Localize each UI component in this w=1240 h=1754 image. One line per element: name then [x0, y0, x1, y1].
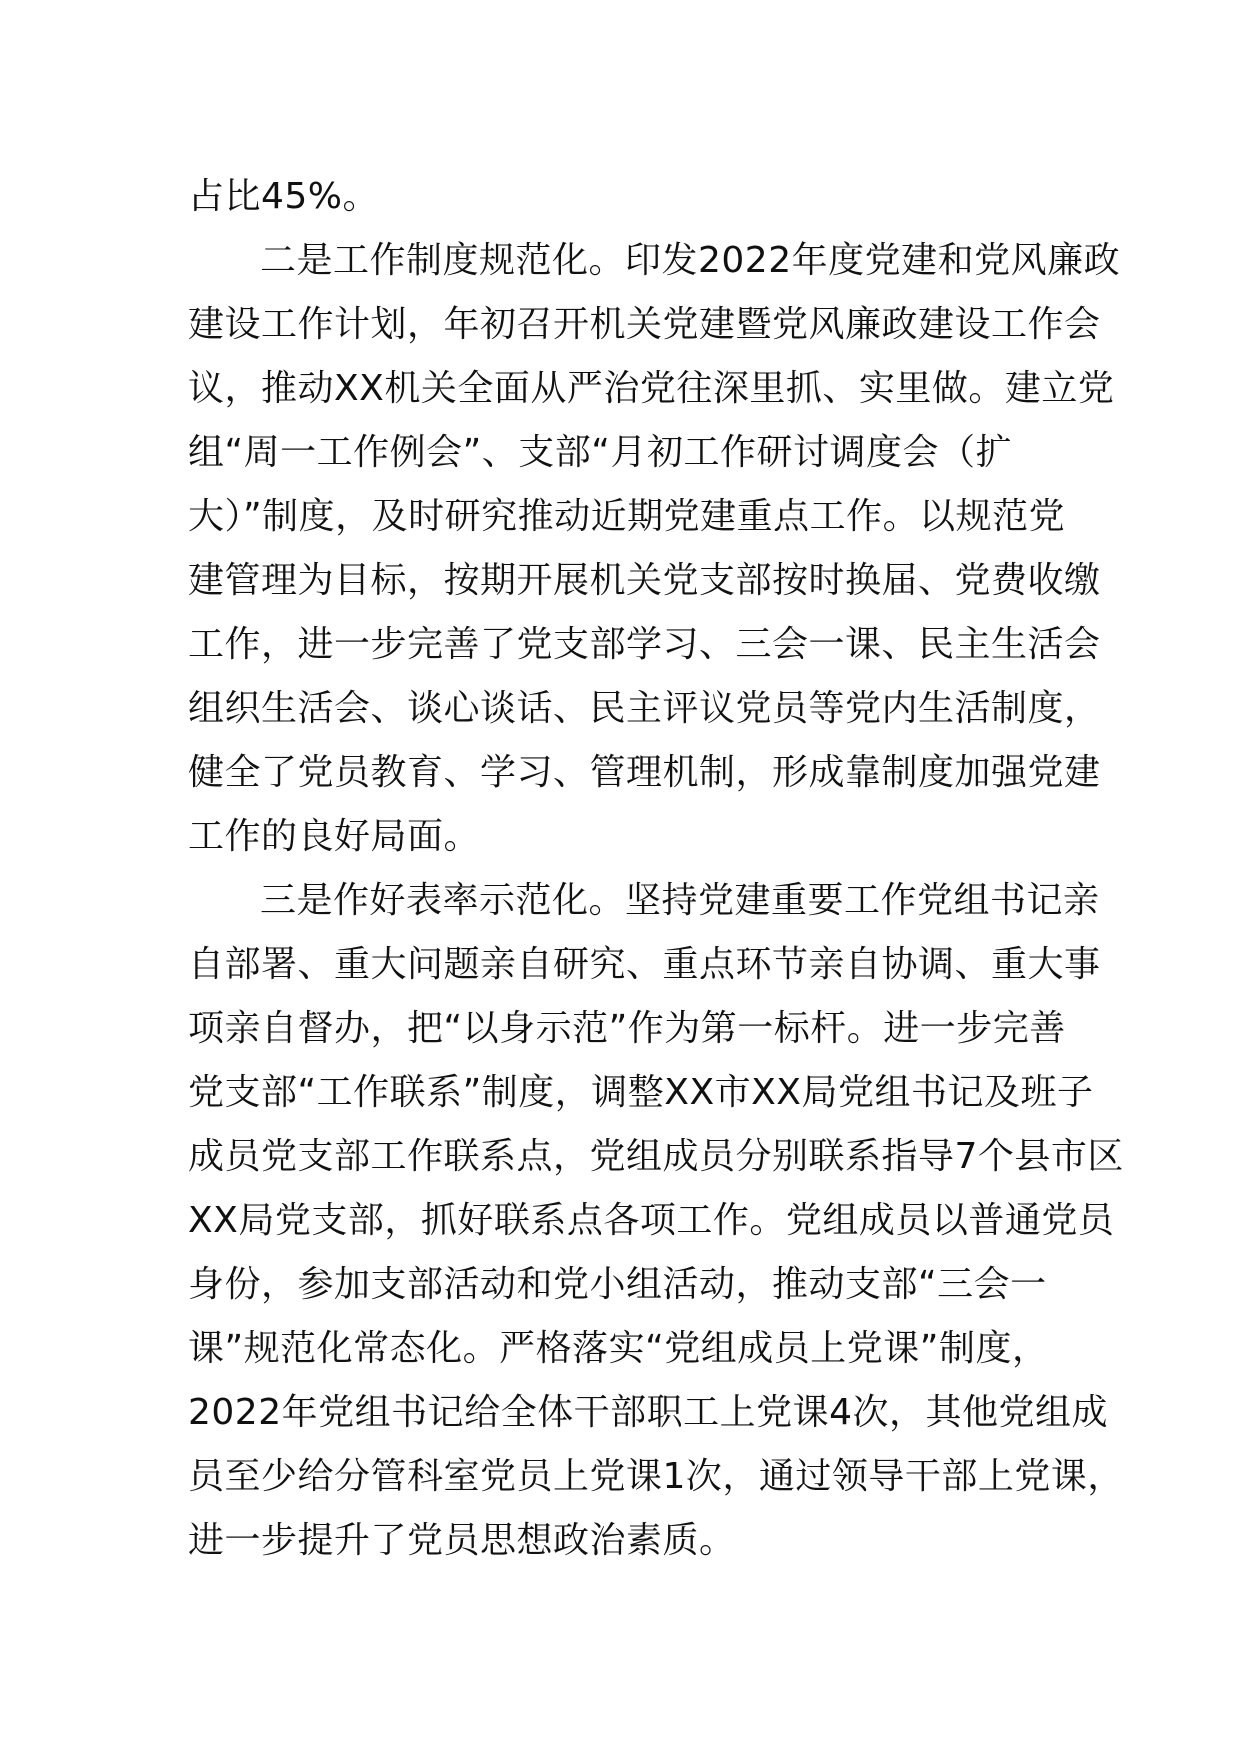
paragraph-first-line: 三是作好表率示范化。坚持党建重要工作党组书记亲	[260, 880, 1100, 921]
text-line: 组“周一工作例会”、支部“月初工作研讨调度会（扩	[188, 432, 1012, 473]
text-line: 身份，参加支部活动和党小组活动，推动支部“三会一	[188, 1264, 1047, 1305]
text-line: 党支部“工作联系”制度，调整XX市XX局党组书记及班子	[188, 1072, 1094, 1113]
text-line: 成员党支部工作联系点，党组成员分别联系指导7个县市区	[188, 1136, 1124, 1177]
text-line: 员至少给分管科室党员上党课1次，通过领导干部上党课，	[188, 1456, 1124, 1497]
text-line: 项亲自督办，把“以身示范”作为第一标杆。进一步完善	[188, 1008, 1066, 1049]
text-line: XX局党支部，抓好联系点各项工作。党组成员以普通党员	[188, 1200, 1115, 1241]
text-line: 2022年党组书记给全体干部职工上党课4次，其他党组成	[188, 1392, 1109, 1433]
text-line: 课”规范化常态化。严格落实“党组成员上党课”制度，	[188, 1328, 1049, 1369]
text-line: 工作，进一步完善了党支部学习、三会一课、民主生活会	[188, 624, 1101, 665]
text-line: 健全了党员教育、学习、管理机制，形成靠制度加强党建	[188, 752, 1101, 793]
text-line: 工作的良好局面。	[188, 816, 481, 857]
text-line: 建设工作计划，年初召开机关党建暨党风廉政建设工作会	[188, 304, 1101, 345]
text-line: 议，推动XX机关全面从严治党往深里抓、实里做。建立党	[188, 368, 1115, 409]
document-body	[188, 165, 1124, 1573]
text-line: 进一步提升了党员思想政治素质。	[188, 1520, 736, 1561]
text-line: 占比45%。	[188, 176, 380, 217]
text-line: 建管理为目标，按期开展机关党支部按时换届、党费收缴	[188, 560, 1101, 601]
paragraph-first-line: 二是工作制度规范化。印发2022年度党建和党风廉政	[260, 240, 1121, 281]
text-line: 组织生活会、谈心谈话、民主评议党员等党内生活制度，	[188, 688, 1101, 729]
text-line: 大）”制度，及时研究推动近期党建重点工作。以规范党	[188, 496, 1066, 537]
text-line: 自部署、重大问题亲自研究、重点环节亲自协调、重大事	[188, 944, 1101, 985]
